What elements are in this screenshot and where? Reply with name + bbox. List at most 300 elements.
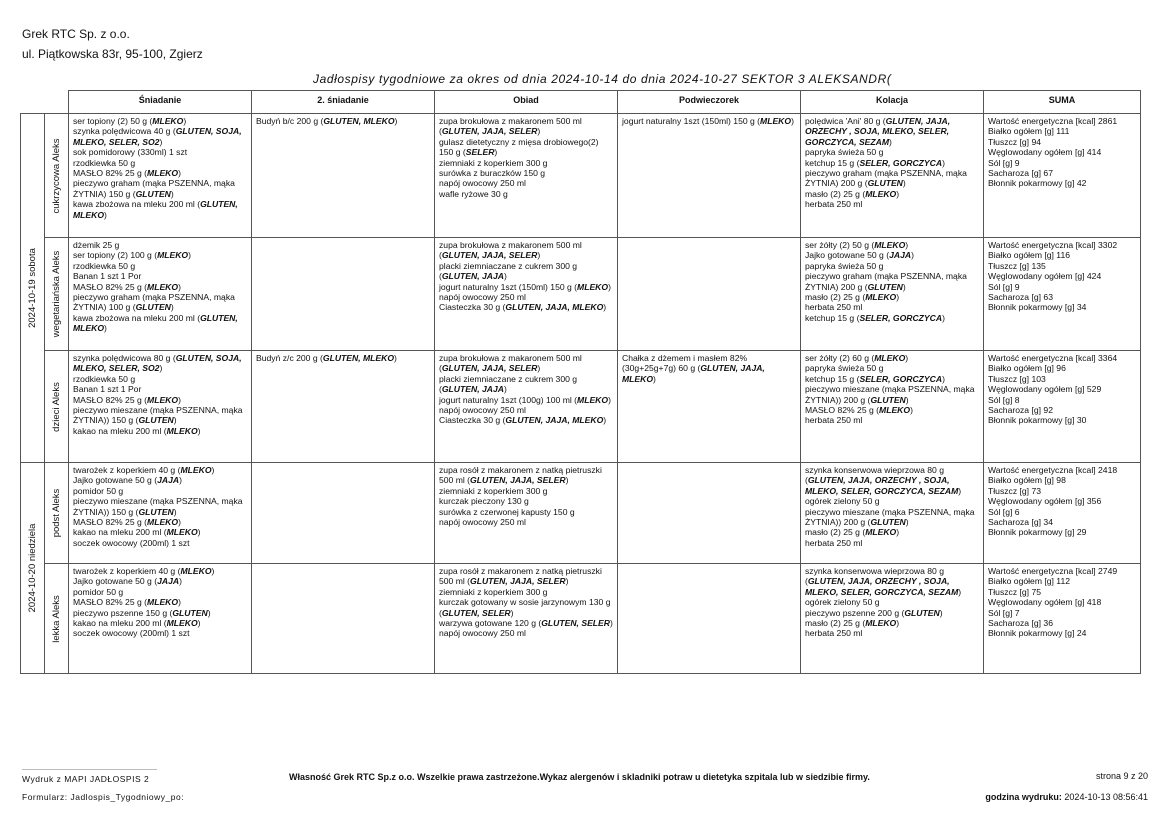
allergen-text: GLUTEN <box>904 607 940 618</box>
allergen-text: GLUTEN, SELER <box>541 618 610 629</box>
item-text: surówka z buraczków 150 g <box>439 168 546 179</box>
item-text: Białko ogółem [g] 111 <box>988 126 1070 137</box>
item-text: ) <box>183 116 187 126</box>
item-text: ) <box>565 576 569 587</box>
item-text: ser żółty (2) 60 g ( <box>805 353 875 363</box>
item-text: ) <box>791 116 794 126</box>
item-text: MASŁO 82% 25 g ( <box>73 281 148 292</box>
table-row <box>21 114 1141 238</box>
diet-label: wegetariańska Aleks <box>50 250 62 338</box>
item-text: ) <box>211 566 215 576</box>
item-text: ) <box>104 209 107 220</box>
item-text: Tłuszcz [g] 94 <box>988 136 1042 147</box>
item-text: zupa brokułowa z makaronem 500 ml ( <box>439 116 582 137</box>
cell-text <box>256 116 430 126</box>
item-text: ) <box>905 353 909 363</box>
item-text: Węglowodany ogółem [g] 356 <box>988 496 1102 507</box>
item-text: soczek owocowy (200ml) 1 szt <box>73 628 190 639</box>
item-text: ) <box>159 136 163 147</box>
allergen-text: GLUTEN, SELER <box>441 607 511 618</box>
footer-print-info <box>22 770 184 806</box>
allergen-text: MLEKO <box>147 168 179 179</box>
summary-cell <box>984 351 1141 463</box>
allergen-text: GLUTEN, JAJA, SELER <box>470 475 566 486</box>
item-text: ) <box>197 425 201 436</box>
item-text: napój owocowy 250 ml <box>439 405 526 416</box>
print-time-label: godzina wydruku: <box>985 792 1062 802</box>
item-text: kakao na mleku 200 ml ( <box>73 425 167 436</box>
allergen-text: GLUTEN <box>870 517 906 528</box>
meal-cell <box>801 238 984 351</box>
item-text: ) <box>896 188 900 199</box>
meal-cell <box>69 351 252 463</box>
allergen-text: MLEKO <box>865 188 897 199</box>
allergen-text: MLEKO <box>166 425 198 436</box>
allergen-text: MLEKO <box>879 405 911 416</box>
item-text: ) <box>905 517 909 528</box>
item-text: jogurt naturalny 1szt (150ml) 150 g ( <box>622 116 761 126</box>
allergen-text: GLUTEN, MLEKO <box>323 116 395 126</box>
print-source: Wydruk z MAPI JADŁOSPIS 2 <box>22 774 150 784</box>
item-text: ketchup 15 g ( <box>805 312 860 323</box>
meal-cell <box>252 463 435 564</box>
meal-cell <box>435 351 618 463</box>
allergen-text: GLUTEN, MLEKO <box>322 353 395 363</box>
item-text: ) <box>608 394 611 405</box>
allergen-text: SELER <box>465 147 495 158</box>
item-text: Białko ogółem [g] 112 <box>988 576 1071 587</box>
item-text: papryka świeża 50 g <box>805 260 884 271</box>
item-text: ) <box>170 188 174 199</box>
item-text: ) <box>902 281 906 292</box>
item-text: pomidor 50 g <box>73 485 124 496</box>
allergen-text: GLUTEN, SOJA, MLEKO, SELER, SO2 <box>73 126 242 147</box>
item-text: pieczywo mieszane (mąka PSZENNA, mąka ŻYTNIA)) 150 g ( <box>73 496 243 517</box>
item-text: ) <box>173 506 177 517</box>
cell-text <box>805 465 979 548</box>
meal-cell <box>801 564 984 674</box>
allergen-text: GLUTEN, JAJA, MLEKO <box>622 363 765 384</box>
diet-cell <box>45 564 69 674</box>
meal-cell <box>618 351 801 463</box>
allergen-text: GLUTEN, JAJA, MLEKO <box>505 415 604 426</box>
item-text: ) <box>178 281 181 292</box>
item-text: ) <box>197 527 201 538</box>
item-text: Białko ogółem [g] 98 <box>988 475 1066 486</box>
item-text: ogórek zielony 50 g <box>805 496 880 507</box>
item-text: pieczywo pszenne 150 g ( <box>73 607 173 618</box>
item-text: Banan 1 szt 1 Por <box>73 384 142 395</box>
item-text: ) <box>942 157 945 168</box>
diet-label: dzieci Aleks <box>50 381 62 432</box>
item-text: ) <box>503 384 507 395</box>
allergen-text: GLUTEN, JAJA, ORZECHY , SOJA, MLEKO, SELER, GORCZYCA, SEZAM <box>805 116 951 147</box>
item-text: ) <box>179 475 182 486</box>
item-text: ) <box>942 312 945 323</box>
meal-cell <box>69 238 252 351</box>
allergen-text: GLUTEN <box>867 281 903 292</box>
cell-text <box>439 116 613 199</box>
item-text: kurczak pieczony 130 g <box>439 496 529 507</box>
item-text: surówka z czerwonej kapusty 150 g <box>439 506 575 517</box>
item-text: ) <box>494 147 498 158</box>
meal-cell <box>618 238 801 351</box>
item-text: ) <box>537 126 541 137</box>
allergen-text: JAJA <box>157 576 180 587</box>
item-text: masło (2) 25 g ( <box>805 618 866 629</box>
meal-cell <box>252 564 435 674</box>
item-text: Węglowodany ogółem [g] 424 <box>988 271 1102 282</box>
allergen-text: GLUTEN, JAJA <box>441 271 504 282</box>
item-text: Sól [g] 9 <box>988 281 1020 292</box>
allergen-text: GLUTEN, SOJA, MLEKO, SELER, SO2 <box>73 353 242 374</box>
item-text: ) <box>104 323 107 334</box>
item-text: kakao na mleku 200 ml ( <box>73 618 167 629</box>
allergen-text: GLUTEN, MLEKO <box>73 312 238 334</box>
table-header-row <box>21 91 1141 114</box>
item-text: twarożek z koperkiem 40 g ( <box>73 566 181 576</box>
allergen-text: MLEKO <box>147 517 179 528</box>
item-text: dżemik 25 g <box>73 240 120 250</box>
meal-cell <box>618 463 801 564</box>
meal-cell <box>618 564 801 674</box>
item-text: papryka świeża 50 g <box>805 147 884 158</box>
cell-text <box>439 566 613 639</box>
day-label: 2024-10-19 sobota <box>26 248 38 328</box>
item-text: kawa zbożowa na mleku 200 ml ( <box>73 312 201 323</box>
item-text: ) <box>905 394 909 405</box>
item-text: ) <box>896 292 900 303</box>
item-text: twarożek z koperkiem 40 g ( <box>73 465 181 475</box>
ownership-note: Własność Grek RTC Sp.z o.o. Wszelkie prawa zastrzeżone.Wykaz alergenów i skladniki potraw u dietetyka szpitala lub w siedzibie firmy. <box>289 772 870 782</box>
item-text: polędwica 'Ani' 80 g ( <box>805 116 886 126</box>
item-text: Błonnik pokarmowy [g] 34 <box>988 302 1087 313</box>
item-text: Wartość energetyczna [kcal] 3302 <box>988 240 1118 250</box>
allergen-text: GLUTEN, JAJA, SELER <box>441 126 538 137</box>
item-text: Jajko gotowane 50 g ( <box>73 576 158 587</box>
item-text: napój owocowy 250 ml <box>439 292 526 303</box>
allergen-text: GLUTEN <box>135 302 171 313</box>
item-text: ) <box>503 271 507 282</box>
print-time-value: 2024-10-13 08:56:41 <box>1064 792 1148 802</box>
meal-cell <box>435 114 618 238</box>
cell-text <box>805 240 979 323</box>
allergen-text: SELER, GORCZYCA <box>859 312 943 323</box>
item-text: ) <box>905 240 909 250</box>
meal-cell <box>69 463 252 564</box>
cell-text <box>73 116 247 220</box>
item-text: MASŁO 82% 25 g ( <box>73 517 148 528</box>
day-cell <box>21 463 45 674</box>
item-text: pieczywo mieszane (mąka PSZENNA, mąka ŻYTNIA)) 150 g ( <box>73 405 243 426</box>
item-text: sok pomidorowy (330ml) 1 szt <box>73 147 188 158</box>
diet-cell <box>45 238 69 351</box>
item-text: ) <box>608 281 611 292</box>
item-text: jogurt naturalny 1szt (100g) 100 ml ( <box>439 394 578 405</box>
item-text: Błonnik pokarmowy [g] 42 <box>988 178 1087 189</box>
meal-cell <box>252 238 435 351</box>
meal-cell <box>618 114 801 238</box>
company-address: ul. Piątkowska 83r, 95-100, Zgierz <box>22 47 203 61</box>
item-text: Chałka z dżemem i masłem 82% (30g+25g+7g) 60 g ( <box>622 353 748 374</box>
item-text: zupa rosół z makaronem z natką pietruszki 500 ml ( <box>439 465 602 486</box>
item-text: rzodkiewka 50 g <box>73 157 136 168</box>
cell-text <box>988 465 1136 538</box>
item-text: ziemniaki z koperkiem 300 g <box>439 586 548 597</box>
item-text: zupa brokułowa z makaronem 500 ml ( <box>439 353 582 374</box>
col-header-podwieczorek: Podwieczorek <box>618 91 801 114</box>
allergen-text: SELER, GORCZYCA <box>859 157 943 168</box>
cell-text <box>988 116 1136 189</box>
table-row <box>21 351 1141 463</box>
allergen-text: MLEKO <box>865 618 897 629</box>
item-text: ) <box>207 607 211 618</box>
item-text: ) <box>911 250 914 261</box>
cell-text <box>439 465 613 527</box>
item-text: ) <box>510 607 514 618</box>
item-text: ketchup 15 g ( <box>805 373 860 384</box>
item-text: ) <box>178 394 181 405</box>
summary-cell <box>984 463 1141 564</box>
meal-cell <box>435 463 618 564</box>
item-text: Wartość energetyczna [kcal] 2418 <box>988 465 1118 475</box>
allergen-text: MLEKO <box>760 116 792 126</box>
item-text: ) <box>537 363 541 374</box>
allergen-text: MLEKO <box>147 597 179 608</box>
allergen-text: MLEKO <box>865 527 897 538</box>
item-text: Węglowodany ogółem [g] 414 <box>988 147 1102 158</box>
item-text: kurczak gotowany w sosie jarzynowym 130 g ( <box>439 597 611 618</box>
summary-cell <box>984 114 1141 238</box>
item-text: ) <box>610 618 613 629</box>
item-text: pieczywo pszenne 200 g ( <box>805 607 905 618</box>
cell-text <box>805 116 979 210</box>
item-text: Wartość energetyczna [kcal] 2861 <box>988 116 1118 126</box>
item-text: napój owocowy 250 ml <box>439 517 526 528</box>
allergen-text: MLEKO <box>180 566 212 576</box>
allergen-text: MLEKO <box>577 394 609 405</box>
item-text: napój owocowy 250 ml <box>439 628 526 639</box>
allergen-text: GLUTEN <box>138 415 174 426</box>
allergen-text: MLEKO <box>874 240 906 250</box>
diet-cell <box>45 463 69 564</box>
item-text: gulasz dietetyczny z mięsa drobiowego(2) 150 g ( <box>439 136 599 158</box>
diet-cell <box>45 351 69 463</box>
item-text: pieczywo mieszane (mąka PSZENNA, mąka ŻYTNIA)) 200 g ( <box>805 506 975 528</box>
item-text: ) <box>958 485 962 496</box>
day-cell <box>21 114 45 463</box>
print-time <box>985 792 1148 802</box>
item-text: ) <box>178 168 181 179</box>
item-text: Sacharoza [g] 92 <box>988 405 1053 416</box>
meal-cell <box>69 564 252 674</box>
item-text: Jajko gotowane 50 g ( <box>73 475 158 486</box>
item-text: pomidor 50 g <box>73 586 124 597</box>
allergen-text: MLEKO <box>166 618 198 629</box>
item-text: ) <box>603 302 607 313</box>
summary-cell <box>984 238 1141 351</box>
item-text: kakao na mleku 200 ml ( <box>73 527 167 538</box>
item-text: rzodkiewka 50 g <box>73 373 136 384</box>
item-text: kawa zbożowa na mleku 200 ml ( <box>73 199 201 210</box>
item-text: soczek owocowy (200ml) 1 szt <box>73 537 190 548</box>
item-text: Sól [g] 6 <box>988 506 1020 517</box>
col-header-obiad: Obiad <box>435 91 618 114</box>
item-text: Węglowodany ogółem [g] 529 <box>988 384 1102 395</box>
item-text: MASŁO 82% 25 g ( <box>73 394 148 405</box>
item-text: ) <box>942 373 945 384</box>
item-text: Tłuszcz [g] 103 <box>988 373 1046 384</box>
day-label: 2024-10-20 niedziela <box>26 523 38 613</box>
item-text: ) <box>902 178 906 189</box>
form-name: Formularz: Jadlospis_Tygodniowy_po: <box>22 792 185 802</box>
item-text: masło (2) 25 g ( <box>805 527 866 538</box>
item-text: ) <box>537 250 541 261</box>
allergen-text: GLUTEN <box>138 506 174 517</box>
allergen-text: GLUTEN, MLEKO <box>73 199 238 220</box>
item-text: warzywa gotowane 120 g ( <box>439 618 542 629</box>
col-header-suma: SUMA <box>984 91 1141 114</box>
allergen-text: GLUTEN <box>870 394 906 405</box>
item-text: Budyń z/c 200 g ( <box>256 353 323 363</box>
item-text: Błonnik pokarmowy [g] 24 <box>988 628 1087 639</box>
allergen-text: MLEKO <box>874 353 906 363</box>
item-text: Wartość energetyczna [kcal] 2749 <box>988 566 1118 576</box>
item-text: herbata 250 ml <box>805 302 863 313</box>
item-text: placki ziemniaczane z cukrem 300 g ( <box>439 260 578 282</box>
item-text: ) <box>197 618 201 629</box>
item-text: ser topiony (2) 50 g ( <box>73 116 153 126</box>
allergen-text: MLEKO <box>147 281 179 292</box>
item-text: ) <box>170 302 174 313</box>
item-text: Sól [g] 8 <box>988 394 1020 405</box>
item-text: Tłuszcz [g] 135 <box>988 260 1046 271</box>
corner-blank <box>21 91 45 114</box>
item-text: jogurt naturalny 1szt (150ml) 150 g ( <box>439 281 578 292</box>
allergen-text: MLEKO <box>180 465 212 475</box>
item-text: pieczywo graham (mąka PSZENNA, mąka ŻYTNIA) 100 g ( <box>73 292 235 313</box>
diet-cell <box>45 114 69 238</box>
item-text: Sacharoza [g] 36 <box>988 618 1053 629</box>
item-text: ziemniaki z koperkiem 300 g <box>439 485 548 496</box>
allergen-text: GLUTEN, JAJA, ORZECHY , SOJA, MLEKO, SELER, GORCZYCA, SEZAM <box>805 576 959 597</box>
item-text: szynka polędwicowa 40 g ( <box>73 126 176 137</box>
item-text: herbata 250 ml <box>805 415 863 426</box>
item-text: ) <box>565 475 569 486</box>
meal-cell <box>801 351 984 463</box>
item-text: Białko ogółem [g] 96 <box>988 363 1066 374</box>
item-text: pieczywo mieszane (mąka PSZENNA, mąka ŻYTNIA)) 200 g ( <box>805 384 975 405</box>
item-text: Sacharoza [g] 63 <box>988 292 1053 303</box>
cell-text <box>988 240 1136 313</box>
allergen-text: GLUTEN, JAJA, ORZECHY , SOJA, MLEKO, SELER, GORCZYCA, SEZAM <box>805 475 959 496</box>
item-text: ) <box>896 618 900 629</box>
item-text: ) <box>896 527 900 538</box>
allergen-text: GLUTEN <box>867 178 903 189</box>
cell-text <box>805 566 979 639</box>
item-text: zupa rosół z makaronem z natką pietruszki 500 ml ( <box>439 566 602 587</box>
item-text: MASŁO 82% 25 g ( <box>805 405 880 416</box>
item-text: Sacharoza [g] 34 <box>988 517 1053 528</box>
item-text: ) <box>179 576 182 587</box>
item-text: ) <box>653 373 656 384</box>
cell-text <box>988 353 1136 426</box>
item-text: masło (2) 25 g ( <box>805 292 866 303</box>
item-text: Błonnik pokarmowy [g] 30 <box>988 415 1087 426</box>
cell-text <box>439 240 613 313</box>
meal-cell <box>801 114 984 238</box>
item-text: ser topiony (2) 100 g ( <box>73 250 158 261</box>
item-text: placki ziemniaczane z cukrem 300 g ( <box>439 373 578 395</box>
diet-label: cukrzycowa Aleks <box>50 138 62 213</box>
item-text: zupa brokułowa z makaronem 500 ml ( <box>439 240 582 261</box>
allergen-text: GLUTEN <box>135 188 171 199</box>
cell-text <box>805 353 979 426</box>
item-text: ) <box>178 517 181 528</box>
allergen-text: SELER, GORCZYCA <box>859 373 943 384</box>
meal-cell <box>801 463 984 564</box>
cell-text <box>73 465 247 548</box>
item-text: Sól [g] 7 <box>988 607 1020 618</box>
cell-text <box>988 566 1136 639</box>
item-text: pieczywo graham (mąka PSZENNA, mąka ŻYTNIA) 200 g ( <box>805 168 967 189</box>
cell-text <box>622 116 796 126</box>
item-text: ) <box>178 597 181 608</box>
col-header-sniadanie: Śniadanie <box>69 91 252 114</box>
item-text: Tłuszcz [g] 75 <box>988 586 1042 597</box>
item-text: ) <box>188 250 191 261</box>
allergen-text: MLEKO <box>152 116 184 126</box>
item-text: ) <box>603 415 607 426</box>
item-text: Jajko gotowane 50 g ( <box>805 250 890 261</box>
allergen-text: MLEKO <box>166 527 198 538</box>
company-header <box>22 24 203 64</box>
item-text: ogórek zielony 50 g <box>805 597 880 608</box>
item-text: papryka świeża 50 g <box>805 363 884 374</box>
item-text: ziemniaki z koperkiem 300 g <box>439 157 548 168</box>
item-text: ) <box>211 465 215 475</box>
cell-text <box>73 353 247 436</box>
item-text: pieczywo graham (mąka PSZENNA, mąka ŻYTNIA) 200 g ( <box>805 271 967 292</box>
meal-cell <box>435 238 618 351</box>
item-text: masło (2) 25 g ( <box>805 188 866 199</box>
item-text: szynka konserwowa wieprzowa 80 g ( <box>805 465 944 486</box>
item-text: MASŁO 82% 25 g ( <box>73 597 148 608</box>
allergen-text: GLUTEN, JAJA <box>441 384 504 395</box>
cell-text <box>256 353 430 363</box>
item-text: pieczywo graham (mąka PSZENNA, mąka ŻYTNIA) 150 g ( <box>73 178 235 199</box>
cell-text <box>439 353 613 426</box>
item-text: Ciasteczka 30 g ( <box>439 302 506 313</box>
corner-blank <box>45 91 69 114</box>
item-text: ) <box>889 136 892 147</box>
item-text: Budyń b/c 200 g ( <box>256 116 324 126</box>
allergen-text: MLEKO <box>577 281 609 292</box>
meal-cell <box>435 564 618 674</box>
allergen-text: GLUTEN, JAJA, SELER <box>470 576 566 587</box>
col-header-2-sniadanie: 2. śniadanie <box>252 91 435 114</box>
item-text: Banan 1 szt 1 Por <box>73 271 142 282</box>
footer-divider <box>22 769 157 770</box>
allergen-text: JAJA <box>889 250 912 261</box>
allergen-text: GLUTEN <box>172 607 208 618</box>
item-text: Ciasteczka 30 g ( <box>439 415 506 426</box>
cell-text <box>73 240 247 334</box>
diet-label: podst Aleks <box>50 488 62 538</box>
item-text: szynka konserwowa wieprzowa 80 g ( <box>805 566 944 587</box>
item-text: ) <box>173 415 177 426</box>
item-text: napój owocowy 250 ml <box>439 178 526 189</box>
